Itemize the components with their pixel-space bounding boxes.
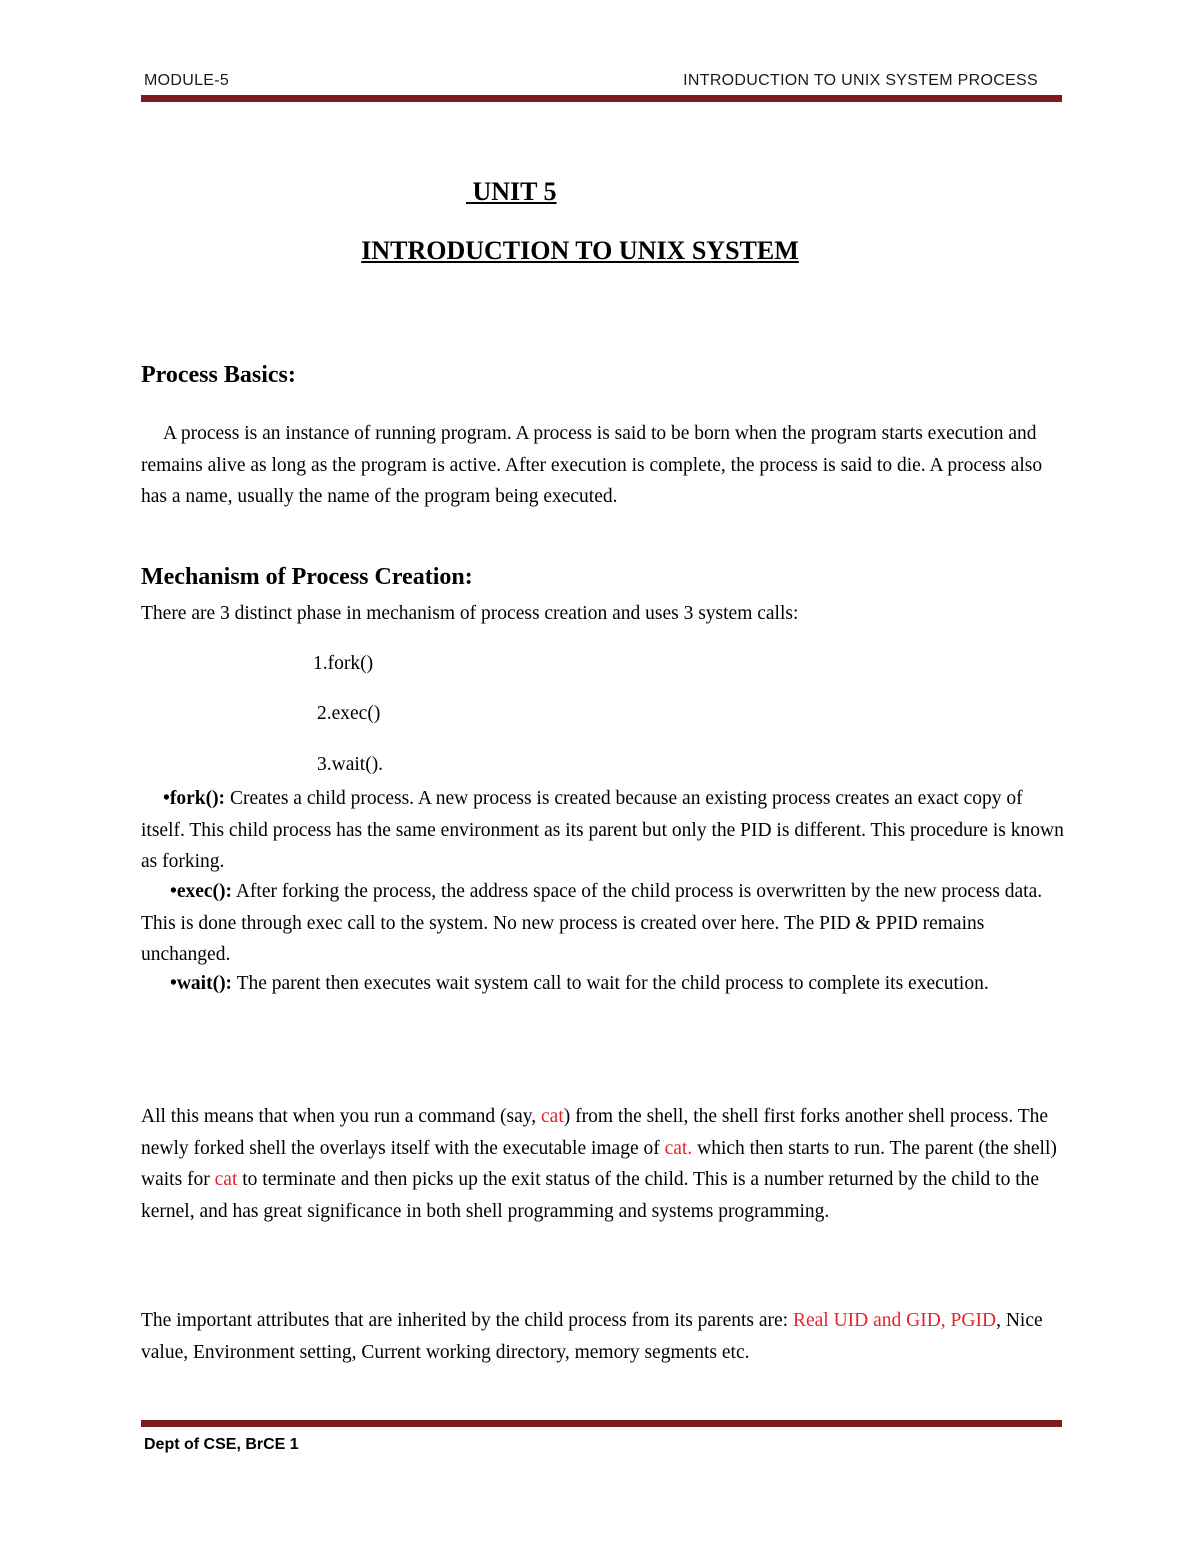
cat-highlight: cat xyxy=(541,1106,564,1127)
process-basics-heading: Process Basics: xyxy=(141,362,296,388)
list-item-exec: 2.exec() xyxy=(317,703,381,724)
header-module: MODULE-5 xyxy=(144,72,230,89)
cat-highlight: cat. xyxy=(664,1137,693,1159)
process-basics-paragraph: A process is an instance of running program. A process is said to be born when the program starts execution and remains alive as long as the program is active. After execution is complete, the process is said to die. A process also has a name, usually the name of the program being executed. xyxy=(141,423,1043,507)
page-title: INTRODUCTION TO UNIX SYSTEM xyxy=(361,236,799,265)
footer-text: Dept of CSE, BrCE 1 xyxy=(144,1436,299,1453)
header-title: INTRODUCTION TO UNIX SYSTEM PROCESS xyxy=(683,72,1038,89)
shell-paragraph: All this means that when you run a command (say, cat) from the shell, the shell first forks another shell process. The newly forked shell the overlays itself with the executable image of cat. which then starts to run. The parent (the shell) waits for cat to terminate and then picks up the exit status of the child. This is a number returned by the child to the kernel, and has great significance in both shell programming and systems programming. xyxy=(141,1106,1057,1222)
exec-description: •exec(): After forking the process, the address space of the child process is overwritten by the new process data. This is done through exec call to the system. No new process is created over here. The PID & PPID remains unchanged. xyxy=(141,881,1043,965)
fork-description: •fork(): Creates a child process. A new process is created because an existing process creates an exact copy of itself. This child process has the same environment as its parent but only the PID is different. This procedure is known as forking. xyxy=(141,788,1064,872)
attributes-paragraph: The important attributes that are inherited by the child process from its parents are: Real UID and GID, PGID, Nice value, Environment setting, Current working directory, memory segments etc. xyxy=(141,1310,1043,1363)
exec-label: •exec(): xyxy=(170,881,233,902)
footer-rule xyxy=(141,1420,1062,1427)
header-rule xyxy=(141,95,1062,102)
mechanism-intro: There are 3 distinct phase in mechanism of process creation and uses 3 system calls: xyxy=(141,603,799,624)
wait-description: •wait(): The parent then executes wait system call to wait for the child process to complete its execution. xyxy=(170,973,989,994)
fork-label: •fork(): xyxy=(163,788,226,809)
mechanism-heading: Mechanism of Process Creation: xyxy=(141,564,473,590)
attributes-highlight: Real UID and GID, PGID xyxy=(792,1310,997,1331)
list-item-wait: 3.wait(). xyxy=(317,754,384,775)
list-item-fork: 1.fork() xyxy=(313,653,374,674)
wait-label: •wait(): xyxy=(170,973,233,994)
cat-highlight: cat xyxy=(214,1169,238,1190)
unit-title: UNIT 5 xyxy=(466,177,557,206)
